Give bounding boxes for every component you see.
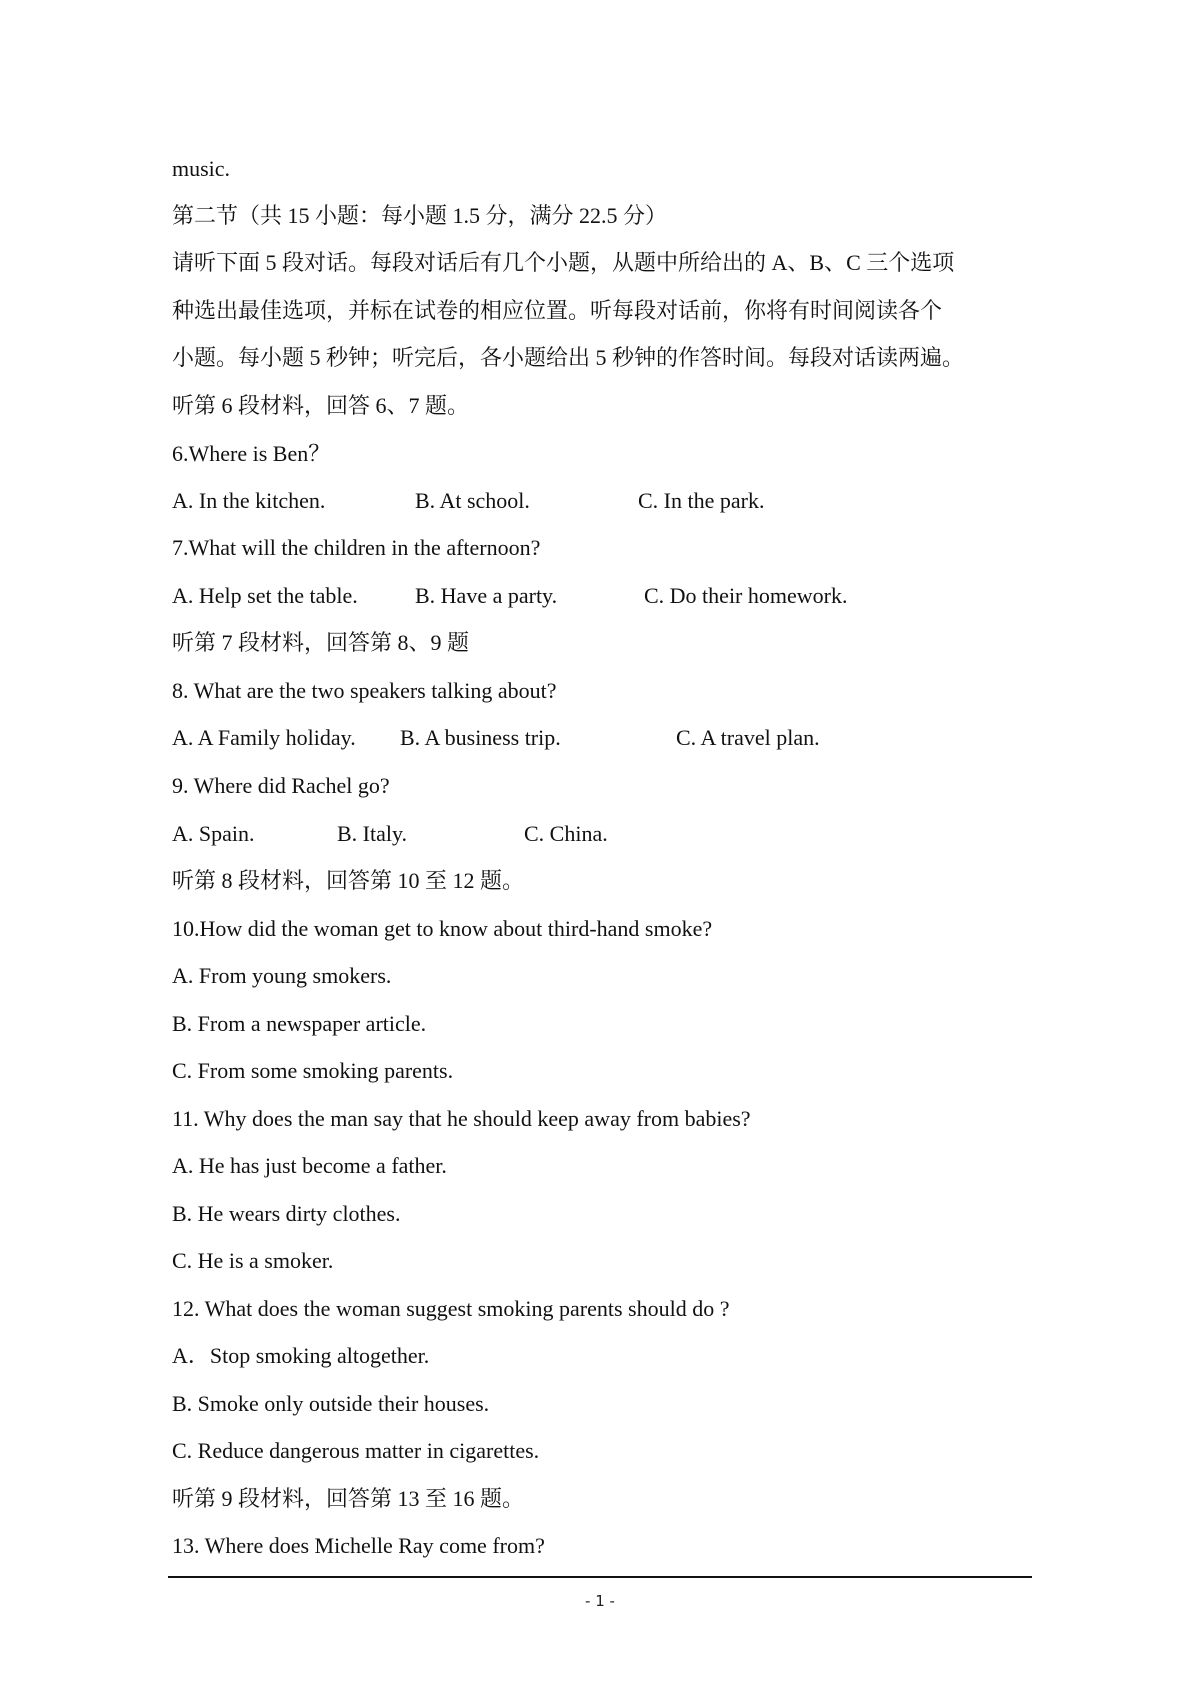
q12-option-b: B. Smoke only outside their houses. bbox=[172, 1391, 490, 1416]
q7-option-a: A. Help set the table. bbox=[172, 583, 358, 608]
text-line: music. bbox=[172, 156, 231, 181]
instruction-line: 请听下面 5 段对话。每段对话后有几个小题，从题中所给出的 A、B、C 三个选项 bbox=[172, 250, 955, 275]
q6-option-b: B. At school. bbox=[415, 488, 530, 513]
q9-option-c: C. China. bbox=[524, 821, 608, 846]
question-7: 7.What will the children in the afternoon? bbox=[172, 535, 541, 560]
instruction-line: 小题。每小题 5 秒钟；听完后，各小题给出 5 秒钟的作答时间。每段对话读两遍。 bbox=[172, 345, 965, 370]
footer-rule bbox=[168, 1576, 1032, 1578]
instruction-line: 种选出最佳选项，并标在试卷的相应位置。听每段对话前，你将有时间阅读各个 bbox=[172, 298, 943, 323]
passage-heading: 听第 8 段材料，回答第 10 至 12 题。 bbox=[172, 868, 525, 893]
q10-option-b: B. From a newspaper article. bbox=[172, 1011, 427, 1036]
q7-option-c: C. Do their homework. bbox=[644, 583, 848, 608]
question-13: 13. Where does Michelle Ray come from? bbox=[172, 1533, 545, 1558]
q11-option-c: C. He is a smoker. bbox=[172, 1248, 334, 1273]
q11-option-b: B. He wears dirty clothes. bbox=[172, 1201, 401, 1226]
question-12: 12. What does the woman suggest smoking parents should do ? bbox=[172, 1296, 730, 1321]
passage-heading: 听第 7 段材料，回答第 8、9 题 bbox=[172, 630, 470, 655]
section-heading: 第二节（共 15 小题：每小题 1.5 分，满分 22.5 分） bbox=[172, 203, 668, 228]
question-8: 8. What are the two speakers talking about? bbox=[172, 678, 557, 703]
q7-option-b: B. Have a party. bbox=[415, 583, 558, 608]
question-10: 10.How did the woman get to know about third-hand smoke? bbox=[172, 916, 713, 941]
question-9: 9. Where did Rachel go? bbox=[172, 773, 390, 798]
q11-option-a: A. He has just become a father. bbox=[172, 1153, 447, 1178]
q9-option-b: B. Italy. bbox=[337, 821, 408, 846]
question-11: 11. Why does the man say that he should keep away from babies? bbox=[172, 1106, 751, 1131]
q10-option-c: C. From some smoking parents. bbox=[172, 1058, 454, 1083]
q8-option-c: C. A travel plan. bbox=[676, 725, 820, 750]
passage-heading: 听第 9 段材料，回答第 13 至 16 题。 bbox=[172, 1486, 525, 1511]
q6-option-c: C. In the park. bbox=[638, 488, 765, 513]
q10-option-a: A. From young smokers. bbox=[172, 963, 392, 988]
q8-option-a: A. A Family holiday. bbox=[172, 725, 356, 750]
q8-option-b: B. A business trip. bbox=[400, 725, 561, 750]
passage-heading: 听第 6 段材料，回答 6、7 题。 bbox=[172, 393, 470, 418]
q9-option-a: A. Spain. bbox=[172, 821, 255, 846]
q12-option-a: A．Stop smoking altogether. bbox=[172, 1343, 430, 1368]
page-number: - 1 - bbox=[585, 1592, 615, 1610]
q6-option-a: A. In the kitchen. bbox=[172, 488, 326, 513]
question-6: 6.Where is Ben？ bbox=[172, 441, 331, 466]
q12-option-c: C. Reduce dangerous matter in cigarettes. bbox=[172, 1438, 540, 1463]
